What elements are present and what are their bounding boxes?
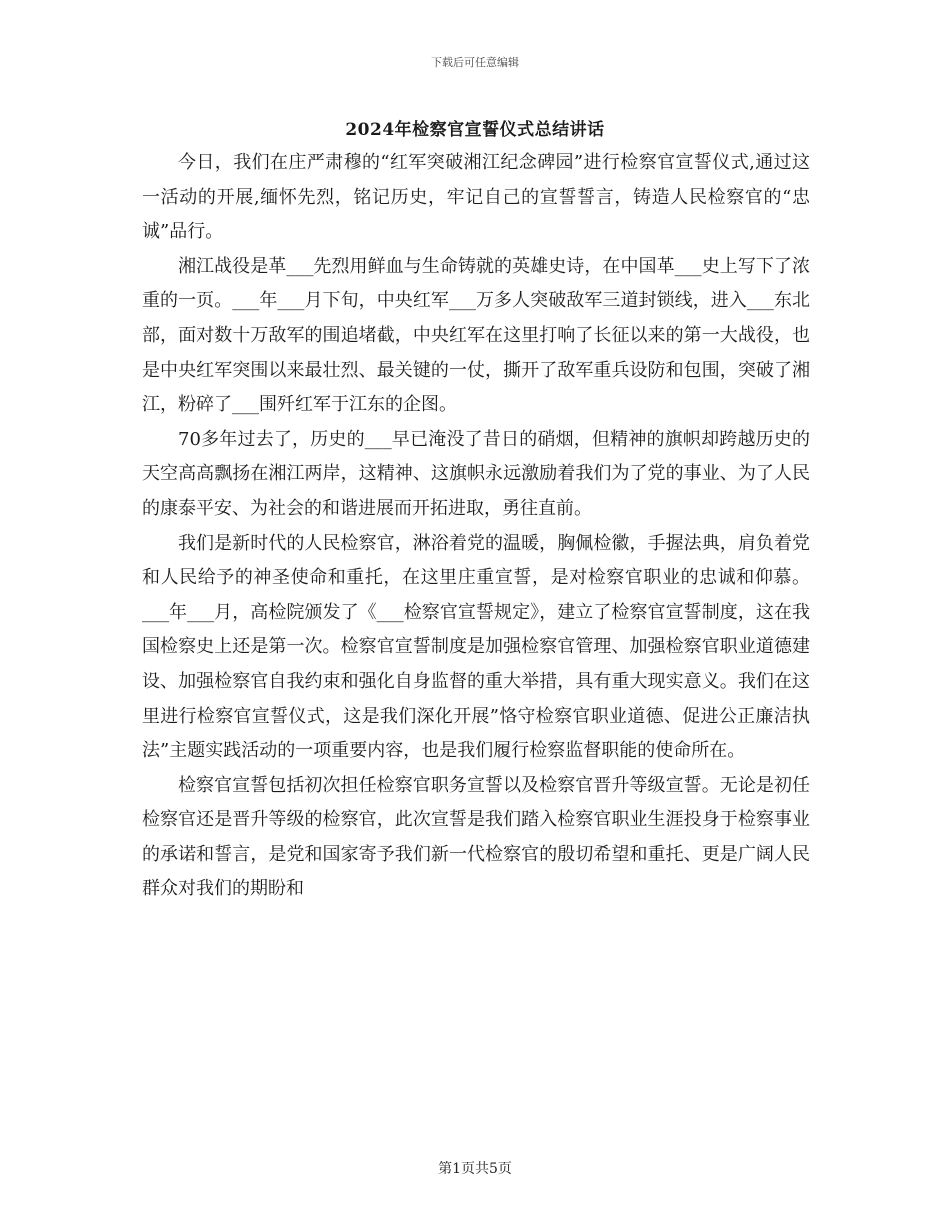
page-header-note: 下载后可任意编辑 xyxy=(431,56,519,69)
paragraph: 湘江战役是革___先烈用鲜血与生命铸就的英雄史诗，在中国革___史上写下了浓重的一页。___年___月下旬，中央红军___万多人突破敌军三道封锁线，进入___东北部，面对数十万敌军的围追堵截，中央红军在这里打响了长征以来的第一大战役，也是中央红军突围以来最壮烈、最关键的一仗，撕开了敌军重兵设防和包围，突破了湘江，粉碎了___围歼红军于江东的企图。 xyxy=(142,255,810,416)
paragraph: 今日，我们在庄严肃穆的“红军突破湘江纪念碑园”进行检察官宣誓仪式,通过这一活动的开展,缅怀先烈，铭记历史，牢记自己的宣誓誓言，铸造人民检察官的“忠诚”品行。 xyxy=(142,152,810,243)
document-body xyxy=(142,146,810,907)
document-title: 2024年检察官宣誓仪式总结讲话 xyxy=(345,120,605,140)
paragraph: 检察官宣誓包括初次担任检察官职务宣誓以及检察官晋升等级宣誓。无论是初任检察官还是晋升等级的检察官，此次宣誓是我们踏入检察官职业生涯投身于检察事业的承诺和誓言，是党和国家寄予我们新一代检察官的殷切希望和重托、更是广阔人民群众对我们的期盼和 xyxy=(142,774,810,900)
page-number: 第1页共5页 xyxy=(438,1161,512,1177)
paragraph: 我们是新时代的人民检察官，淋浴着党的温暖，胸佩检徽，手握法典，肩负着党和人民给予的神圣使命和重托，在这里庄重宣誓，是对检察官职业的忠诚和仰慕。___年___月，高检院颁发了《___检察官宣誓规定》，建立了检察官宣誓制度，这在我国检察史上还是第一次。检察官宣誓制度是加强检察官管理、加强检察官职业道德建设、加强检察官自我约束和强化自身监督的重大举措，具有重大现实意义。我们在这里进行检察官宣誓仪式，这是我们深化开展”恪守检察官职业道德、促进公正廉洁执法”主题实践活动的一项重要内容，也是我们履行检察监督职能的使命所在。 xyxy=(142,532,810,762)
paragraph: 70多年过去了，历史的___早已淹没了昔日的硝烟，但精神的旗帜却跨越历史的天空高高飘扬在湘江两岸，这精神、这旗帜永远激励着我们为了党的事业、为了人民的康泰平安、为社会的和谐进展而开拓进取，勇往直前。 xyxy=(142,428,810,519)
